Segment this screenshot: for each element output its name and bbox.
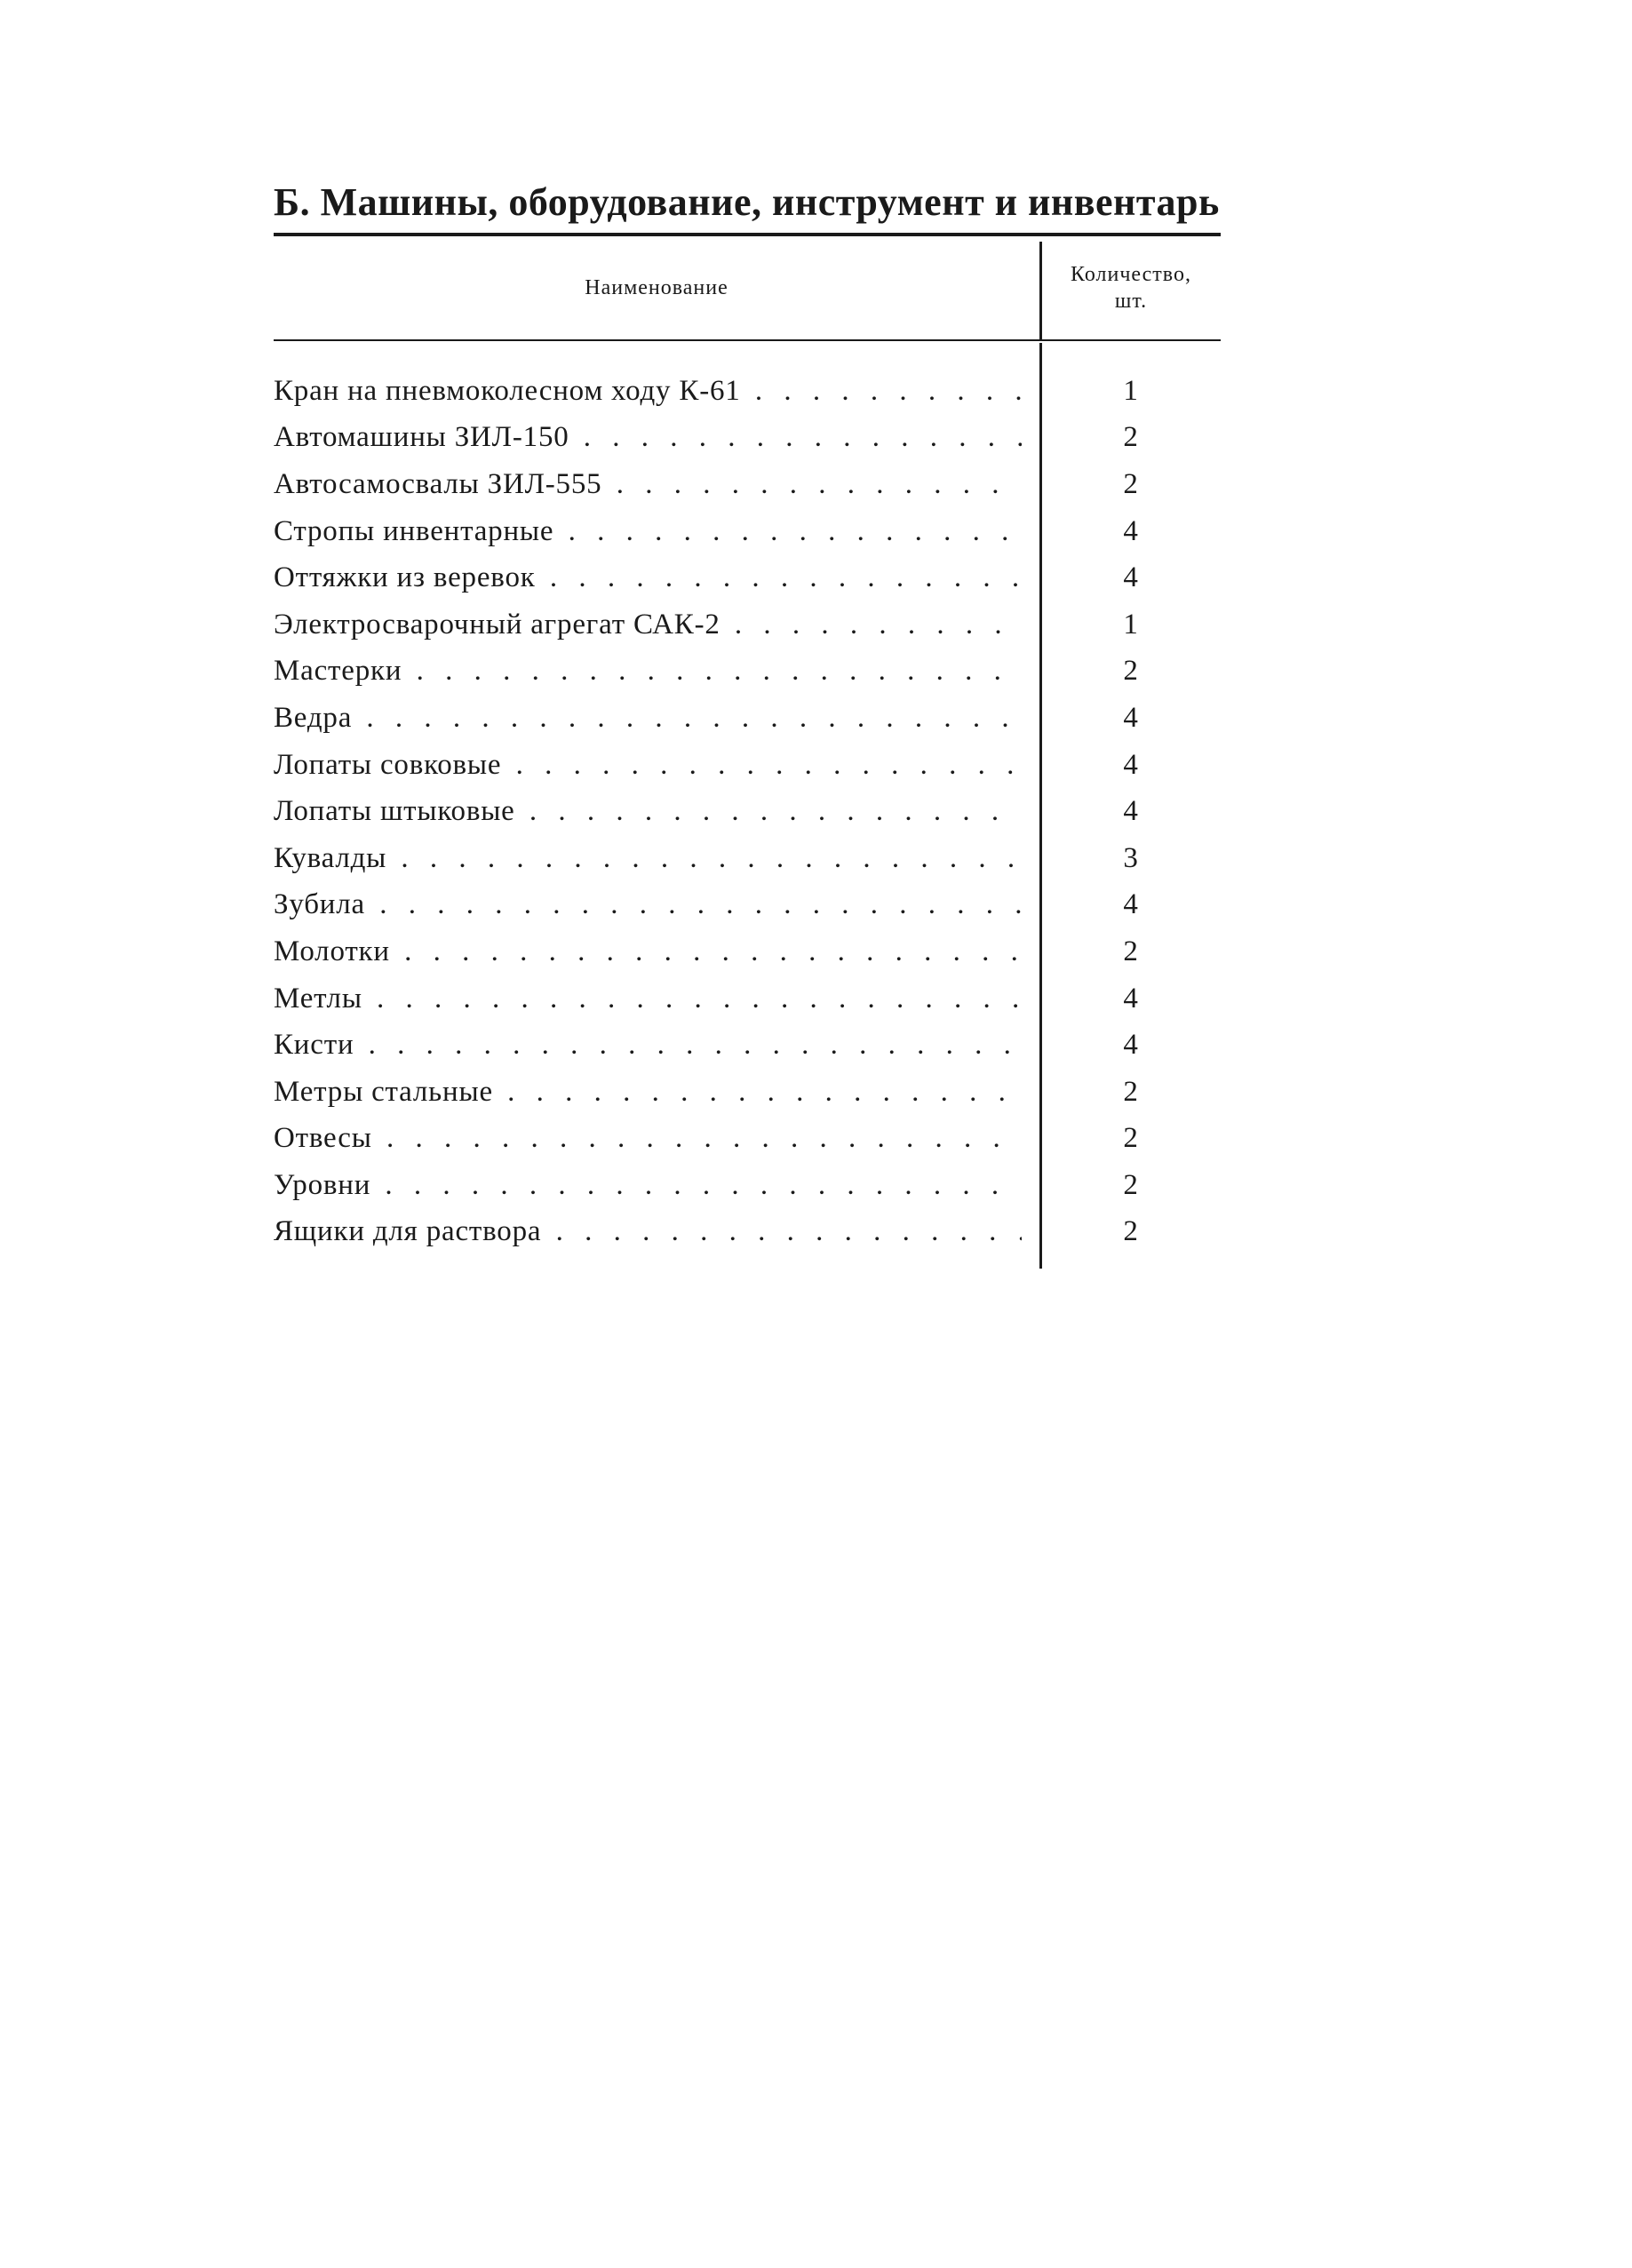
item-name: Отвесы . . . bbox=[274, 1122, 1022, 1155]
table-row bbox=[274, 835, 1221, 882]
table-row bbox=[274, 1022, 1221, 1069]
table-row bbox=[274, 649, 1221, 696]
item-quantity: 4 bbox=[1123, 561, 1139, 594]
table-row bbox=[274, 695, 1221, 742]
item-name: Оттяжки из веревок . . . bbox=[274, 561, 1022, 594]
table-row bbox=[274, 415, 1221, 462]
item-quantity: 2 bbox=[1123, 1215, 1139, 1248]
item-quantity: 2 bbox=[1123, 421, 1139, 454]
item-quantity: 2 bbox=[1123, 1075, 1139, 1108]
item-quantity: 1 bbox=[1123, 374, 1139, 407]
table-row bbox=[274, 1069, 1221, 1116]
item-quantity: 4 bbox=[1123, 795, 1139, 828]
item-name: Кисти . . . bbox=[274, 1029, 1022, 1062]
item-quantity: 4 bbox=[1123, 748, 1139, 781]
table-row bbox=[274, 1209, 1221, 1256]
item-quantity: 4 bbox=[1123, 982, 1139, 1015]
item-name: Автосамосвалы ЗИЛ-555 . . . bbox=[274, 468, 1022, 501]
name-column-header: Наименование bbox=[585, 275, 728, 299]
column-divider-header bbox=[1039, 242, 1042, 341]
item-name: Ящики для раствора . . . bbox=[274, 1215, 1022, 1248]
item-quantity: 4 bbox=[1123, 701, 1139, 734]
table-row bbox=[274, 508, 1221, 555]
table-row bbox=[274, 461, 1221, 508]
item-name: Зубила . . . bbox=[274, 888, 1022, 921]
item-name: Ведра . . . bbox=[274, 702, 1022, 735]
item-name: Мастерки . . . bbox=[274, 655, 1022, 688]
item-name: Кран на пневмоколесном ходу К-61 . . . bbox=[274, 375, 1022, 408]
table-header bbox=[274, 236, 1221, 339]
item-quantity: 2 bbox=[1123, 467, 1139, 500]
item-quantity: 4 bbox=[1123, 1029, 1139, 1062]
table-row bbox=[274, 928, 1221, 975]
item-name: Электросварочный агрегат САК-2 . . . bbox=[274, 609, 1022, 641]
item-quantity: 2 bbox=[1123, 1168, 1139, 1201]
item-name: Лопаты штыковые . . . bbox=[274, 795, 1022, 828]
quantity-header-line1: Количество, bbox=[1071, 263, 1191, 286]
table-row bbox=[274, 601, 1221, 649]
section-title: Б. Машины, оборудование, инструмент и инвентарь bbox=[274, 180, 1220, 224]
item-quantity: 1 bbox=[1123, 608, 1139, 641]
item-name: Уровни . . . bbox=[274, 1169, 1022, 1202]
table-row bbox=[274, 554, 1221, 601]
item-quantity: 3 bbox=[1123, 841, 1139, 874]
item-name: Молотки . . . bbox=[274, 935, 1022, 968]
table-row bbox=[274, 1162, 1221, 1209]
table-row bbox=[274, 368, 1221, 415]
item-name: Кувалды . . . bbox=[274, 842, 1022, 875]
table-row bbox=[274, 788, 1221, 835]
table-row bbox=[274, 975, 1221, 1023]
table-row bbox=[274, 742, 1221, 789]
item-quantity: 4 bbox=[1123, 514, 1139, 547]
table-row bbox=[274, 1116, 1221, 1163]
item-quantity: 2 bbox=[1123, 1122, 1139, 1155]
document-page bbox=[274, 176, 1221, 1255]
item-quantity: 2 bbox=[1123, 655, 1139, 688]
table-body bbox=[274, 341, 1221, 1255]
item-quantity: 4 bbox=[1123, 888, 1139, 921]
item-name: Стропы инвентарные . . . bbox=[274, 515, 1022, 548]
item-quantity: 2 bbox=[1123, 935, 1139, 967]
quantity-header-line2: шт. bbox=[1114, 290, 1148, 313]
item-name: Метлы . . . bbox=[274, 983, 1022, 1015]
item-name: Лопаты совковые . . . bbox=[274, 749, 1022, 782]
quantity-column-header bbox=[1041, 236, 1221, 339]
item-name: Метры стальные . . . bbox=[274, 1076, 1022, 1109]
item-name: Автомашины ЗИЛ-150 . . . bbox=[274, 421, 1022, 454]
table-row bbox=[274, 882, 1221, 929]
